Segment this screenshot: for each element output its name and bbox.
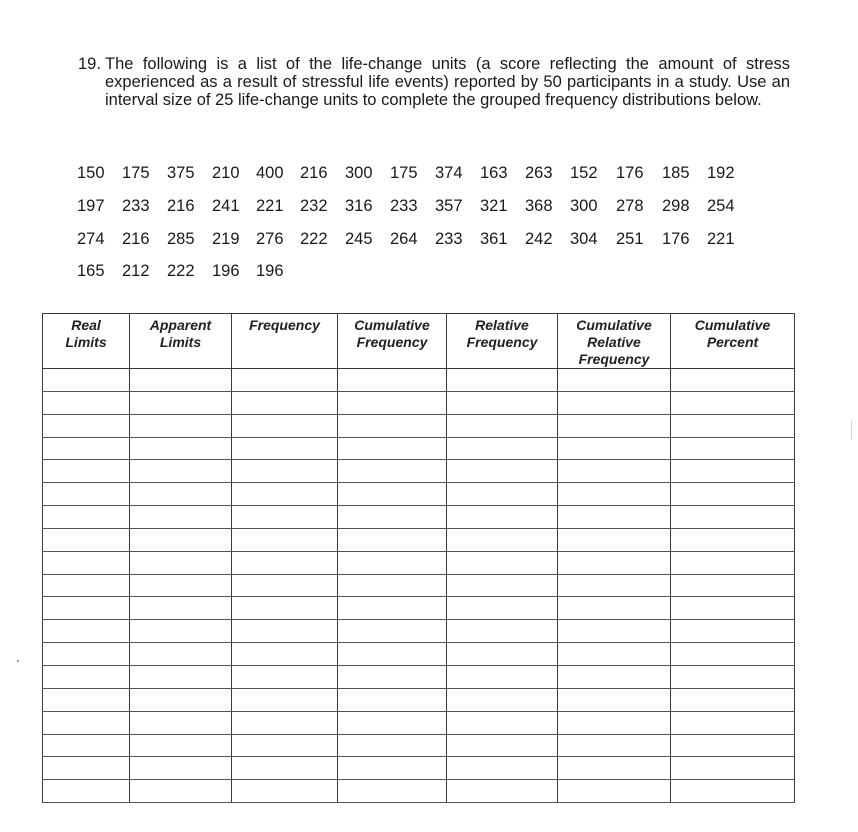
table-cell[interactable]	[43, 574, 130, 597]
table-row	[43, 643, 795, 666]
table-header-row	[43, 314, 795, 369]
table-cell[interactable]	[558, 665, 671, 688]
score-value: 298	[662, 197, 690, 215]
table-row	[43, 369, 795, 392]
table-cell[interactable]	[338, 369, 447, 392]
question-text: The following is a list of the life-change units (a score reflecting the amount of stress experienced as a result of stressful life events) reported by 50 participants in a study. Use an interval size of 25 life-change units to complete the grouped frequency distributions below.	[105, 55, 790, 109]
column-header-line: Cumulative	[354, 317, 430, 333]
table-row	[43, 551, 795, 574]
column-header-line: Frequency	[249, 317, 320, 333]
column-header-line: Apparent	[149, 317, 212, 333]
table-cell[interactable]	[43, 643, 130, 666]
table-row	[43, 597, 795, 620]
table-cell[interactable]	[558, 597, 671, 620]
column-header	[671, 314, 795, 369]
column-header	[338, 314, 447, 369]
table-cell[interactable]	[671, 414, 795, 437]
table-cell[interactable]	[447, 414, 558, 437]
score-value: 196	[212, 262, 240, 280]
table-cell[interactable]	[558, 734, 671, 757]
score-value: 241	[212, 197, 240, 215]
table-cell[interactable]	[232, 369, 338, 392]
table-cell[interactable]	[671, 551, 795, 574]
table-cell[interactable]	[232, 688, 338, 711]
table-cell[interactable]	[558, 506, 671, 529]
table-row	[43, 414, 795, 437]
table-cell[interactable]	[43, 597, 130, 620]
table-cell[interactable]	[671, 780, 795, 803]
table-cell[interactable]	[232, 528, 338, 551]
score-value: 254	[707, 197, 735, 215]
table-cell[interactable]	[232, 757, 338, 780]
column-header-line: Frequency	[466, 334, 538, 350]
table-cell[interactable]	[232, 711, 338, 734]
table-cell[interactable]	[338, 620, 447, 643]
column-header-line: Relative	[475, 317, 529, 333]
table-cell[interactable]	[338, 665, 447, 688]
table-cell[interactable]	[43, 688, 130, 711]
table-cell[interactable]	[558, 620, 671, 643]
table-row	[43, 460, 795, 483]
table-cell[interactable]	[671, 643, 795, 666]
margin-mark	[851, 420, 852, 440]
table-cell[interactable]	[130, 551, 232, 574]
table-cell[interactable]	[447, 620, 558, 643]
score-value: 374	[435, 164, 463, 182]
table-cell[interactable]	[558, 574, 671, 597]
table-cell[interactable]	[130, 528, 232, 551]
table-cell[interactable]	[232, 437, 338, 460]
table-cell[interactable]	[43, 414, 130, 437]
score-value: 251	[616, 230, 644, 248]
table-cell[interactable]	[43, 483, 130, 506]
table-cell[interactable]	[671, 437, 795, 460]
table-cell[interactable]	[43, 528, 130, 551]
score-value: 233	[435, 230, 463, 248]
score-value: 300	[570, 197, 598, 215]
table-cell[interactable]	[338, 391, 447, 414]
table-cell[interactable]	[558, 414, 671, 437]
table-row	[43, 757, 795, 780]
score-value: 285	[167, 230, 195, 248]
table-cell[interactable]	[232, 414, 338, 437]
table-cell[interactable]	[130, 574, 232, 597]
table-row	[43, 506, 795, 529]
table-cell[interactable]	[447, 391, 558, 414]
table-row	[43, 780, 795, 803]
table-cell[interactable]	[671, 711, 795, 734]
table-cell[interactable]	[130, 734, 232, 757]
table-cell[interactable]	[43, 734, 130, 757]
score-value: 232	[300, 197, 328, 215]
table-cell[interactable]	[558, 780, 671, 803]
table-cell[interactable]	[558, 551, 671, 574]
table-row	[43, 711, 795, 734]
table-cell[interactable]	[130, 414, 232, 437]
score-value: 375	[167, 164, 195, 182]
table-cell[interactable]	[43, 460, 130, 483]
table-cell[interactable]	[558, 528, 671, 551]
table-cell[interactable]	[43, 437, 130, 460]
table-cell[interactable]	[130, 460, 232, 483]
score-value: 264	[390, 230, 418, 248]
table-row	[43, 528, 795, 551]
table-row	[43, 574, 795, 597]
table-cell[interactable]	[130, 369, 232, 392]
table-cell[interactable]	[338, 460, 447, 483]
table-cell[interactable]	[447, 643, 558, 666]
score-value: 185	[662, 164, 690, 182]
score-value: 233	[390, 197, 418, 215]
table-cell[interactable]	[130, 665, 232, 688]
table-cell[interactable]	[338, 483, 447, 506]
table-cell[interactable]	[232, 665, 338, 688]
table-cell[interactable]	[43, 369, 130, 392]
table-cell[interactable]	[338, 414, 447, 437]
table-cell[interactable]	[130, 643, 232, 666]
table-cell[interactable]	[558, 369, 671, 392]
score-value: 221	[256, 197, 284, 215]
table-cell[interactable]	[232, 483, 338, 506]
table-cell[interactable]	[558, 643, 671, 666]
table-cell[interactable]	[130, 688, 232, 711]
column-header-line: Cumulative	[694, 317, 771, 333]
table-cell[interactable]	[338, 597, 447, 620]
column-header	[232, 314, 338, 369]
score-value: 176	[616, 164, 644, 182]
table-row	[43, 734, 795, 757]
column-header	[447, 314, 558, 369]
score-value: 321	[480, 197, 508, 215]
score-value: 304	[570, 230, 598, 248]
table-cell[interactable]	[338, 643, 447, 666]
table-cell[interactable]	[447, 688, 558, 711]
table-cell[interactable]	[558, 460, 671, 483]
table-body	[43, 369, 795, 803]
table-cell[interactable]	[232, 643, 338, 666]
score-value: 163	[480, 164, 508, 182]
table-cell[interactable]	[43, 551, 130, 574]
table-cell[interactable]	[671, 597, 795, 620]
table-cell[interactable]	[338, 551, 447, 574]
table-cell[interactable]	[671, 460, 795, 483]
table-cell[interactable]	[447, 734, 558, 757]
score-value: 150	[77, 164, 105, 182]
table-cell[interactable]	[43, 620, 130, 643]
table-cell[interactable]	[447, 369, 558, 392]
table-cell[interactable]	[232, 460, 338, 483]
score-value: 212	[122, 262, 150, 280]
column-header-line: Cumulative	[576, 317, 652, 333]
table-cell[interactable]	[447, 574, 558, 597]
table-cell[interactable]	[43, 665, 130, 688]
table-cell[interactable]	[447, 483, 558, 506]
table-cell[interactable]	[558, 688, 671, 711]
table-cell[interactable]	[130, 597, 232, 620]
score-value: 222	[167, 262, 195, 280]
score-value: 276	[256, 230, 284, 248]
table-cell[interactable]	[232, 620, 338, 643]
stray-dot	[17, 660, 19, 662]
table-cell[interactable]	[338, 757, 447, 780]
table-row	[43, 437, 795, 460]
table-cell[interactable]	[338, 574, 447, 597]
score-value: 300	[345, 164, 373, 182]
column-header-line: Real	[71, 317, 101, 333]
table-cell[interactable]	[447, 597, 558, 620]
column-header-line: Frequency	[578, 351, 650, 367]
score-value: 233	[122, 197, 150, 215]
table-cell[interactable]	[130, 483, 232, 506]
table-cell[interactable]	[232, 574, 338, 597]
score-value: 175	[122, 164, 150, 182]
table-cell[interactable]	[338, 528, 447, 551]
table-cell[interactable]	[338, 688, 447, 711]
score-value: 242	[525, 230, 553, 248]
table-cell[interactable]	[447, 711, 558, 734]
table-cell[interactable]	[130, 620, 232, 643]
question-number: 19.	[78, 55, 101, 73]
table-cell[interactable]	[130, 757, 232, 780]
table-cell[interactable]	[130, 391, 232, 414]
table-cell[interactable]	[130, 711, 232, 734]
table-cell[interactable]	[232, 506, 338, 529]
table-cell[interactable]	[558, 391, 671, 414]
table-cell[interactable]	[130, 506, 232, 529]
score-value: 197	[77, 197, 105, 215]
table-cell[interactable]	[130, 437, 232, 460]
table-row	[43, 391, 795, 414]
table-cell[interactable]	[43, 780, 130, 803]
score-value: 219	[212, 230, 240, 248]
table-cell[interactable]	[43, 506, 130, 529]
table-cell[interactable]	[43, 711, 130, 734]
table-cell[interactable]	[671, 483, 795, 506]
table-row	[43, 688, 795, 711]
score-value: 361	[480, 230, 508, 248]
column-header-line: Percent	[706, 334, 759, 350]
table-cell[interactable]	[671, 734, 795, 757]
table-cell[interactable]	[338, 437, 447, 460]
score-value: 316	[345, 197, 373, 215]
question-block	[78, 55, 790, 109]
table-cell[interactable]	[671, 620, 795, 643]
table-cell[interactable]	[232, 391, 338, 414]
score-value: 175	[390, 164, 418, 182]
column-header	[130, 314, 232, 369]
column-header-line: Limits	[65, 334, 107, 350]
table-cell[interactable]	[43, 757, 130, 780]
score-value: 357	[435, 197, 463, 215]
table-cell[interactable]	[232, 734, 338, 757]
column-header	[558, 314, 671, 369]
table-cell[interactable]	[447, 437, 558, 460]
score-value: 176	[662, 230, 690, 248]
score-value: 196	[256, 262, 284, 280]
table-cell[interactable]	[338, 506, 447, 529]
table-cell[interactable]	[232, 551, 338, 574]
table-row	[43, 620, 795, 643]
table-cell[interactable]	[338, 711, 447, 734]
table-cell[interactable]	[671, 391, 795, 414]
table-cell[interactable]	[558, 483, 671, 506]
column-header-line: Limits	[159, 334, 202, 350]
score-value: 278	[616, 197, 644, 215]
table-cell[interactable]	[447, 757, 558, 780]
table-cell[interactable]	[558, 437, 671, 460]
table-cell[interactable]	[232, 780, 338, 803]
table-cell[interactable]	[558, 711, 671, 734]
table-cell[interactable]	[447, 506, 558, 529]
table-row	[43, 483, 795, 506]
score-value: 216	[167, 197, 195, 215]
table-cell[interactable]	[671, 506, 795, 529]
score-value: 263	[525, 164, 553, 182]
column-header-line: Frequency	[356, 334, 428, 350]
table-cell[interactable]	[447, 665, 558, 688]
column-header-line: Relative	[587, 334, 641, 350]
table-cell[interactable]	[447, 460, 558, 483]
table-cell[interactable]	[338, 780, 447, 803]
frequency-distribution-table	[42, 313, 795, 803]
table-cell[interactable]	[447, 551, 558, 574]
table-cell[interactable]	[671, 528, 795, 551]
table-cell[interactable]	[447, 528, 558, 551]
table-cell[interactable]	[130, 780, 232, 803]
score-value: 221	[707, 230, 735, 248]
score-value: 192	[707, 164, 735, 182]
table-cell[interactable]	[447, 780, 558, 803]
column-header	[43, 314, 130, 369]
table-cell[interactable]	[671, 574, 795, 597]
table-cell[interactable]	[338, 734, 447, 757]
score-value: 222	[300, 230, 328, 248]
score-value: 274	[77, 230, 105, 248]
score-value: 216	[300, 164, 328, 182]
score-value: 245	[345, 230, 373, 248]
table-cell[interactable]	[671, 688, 795, 711]
table-cell[interactable]	[232, 597, 338, 620]
table-cell[interactable]	[671, 369, 795, 392]
frequency-table-wrapper	[42, 313, 794, 801]
table-cell[interactable]	[671, 757, 795, 780]
table-cell[interactable]	[558, 757, 671, 780]
score-value: 216	[122, 230, 150, 248]
score-value: 400	[256, 164, 284, 182]
table-cell[interactable]	[43, 391, 130, 414]
score-value: 152	[570, 164, 598, 182]
table-row	[43, 665, 795, 688]
table-cell[interactable]	[671, 665, 795, 688]
score-value: 165	[77, 262, 105, 280]
score-value: 368	[525, 197, 553, 215]
score-value: 210	[212, 164, 240, 182]
